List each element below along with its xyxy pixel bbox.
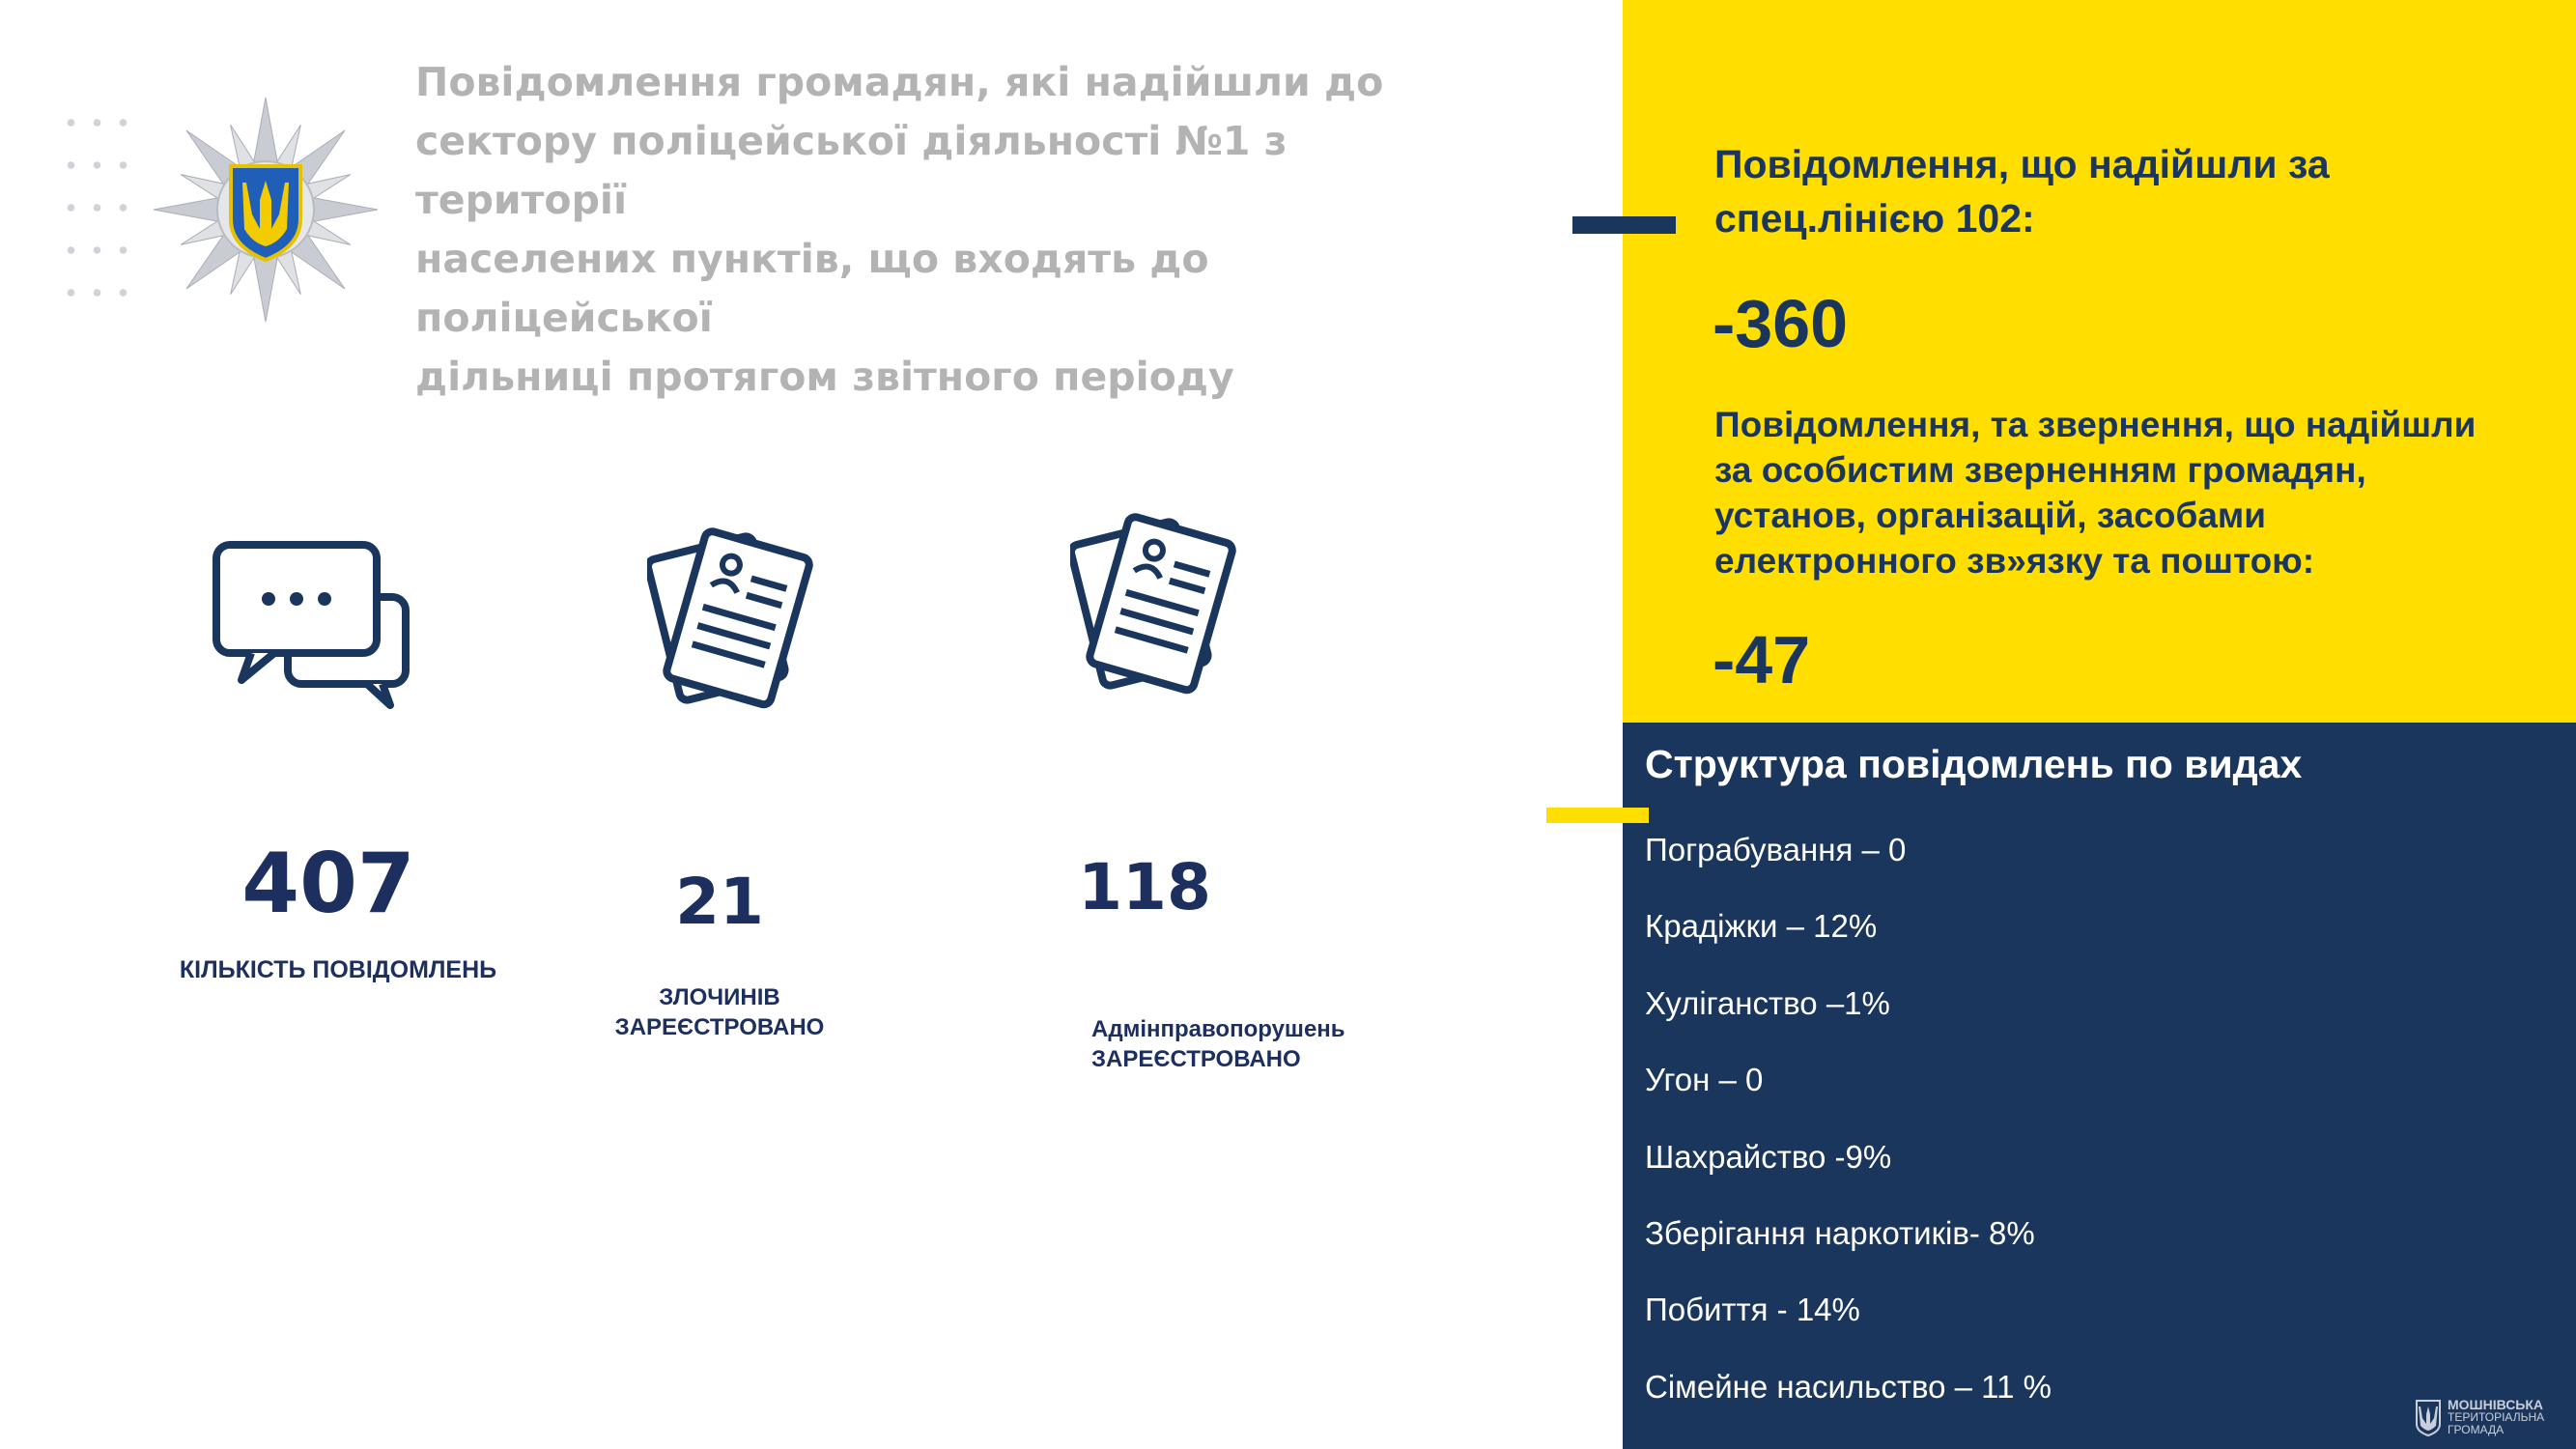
- accent-dash: [1546, 808, 1649, 823]
- crimes-count: 21: [675, 865, 764, 939]
- personal-appeals-value: -47: [1713, 622, 1811, 697]
- decorative-dot-grid: [58, 101, 135, 314]
- violations-count: 118: [1078, 850, 1211, 924]
- structure-list: [1645, 831, 2052, 1444]
- personal-appeals-title: Повідомлення, та звернення, що надійшли за особистим зверненням громадян, установ, організацій, засобами електронного зв»язку та поштою:: [1714, 405, 2477, 581]
- messages-count: 407: [241, 836, 415, 932]
- list-item: Угон – 0: [1645, 1062, 1764, 1098]
- list-item: Крадіжки – 12%: [1645, 908, 1878, 945]
- community-logo: [2415, 1396, 2560, 1439]
- documents-icon: [647, 526, 816, 710]
- messages-count-label: КІЛЬКІСТЬ ПОВІДОМЛЕНЬ: [179, 956, 497, 983]
- police-star-emblem-icon: [150, 97, 382, 324]
- accent-dash: [1572, 216, 1676, 234]
- list-item: Побиття - 14%: [1645, 1292, 1860, 1328]
- hotline-value: -360: [1713, 286, 1849, 361]
- list-item: Зберігання наркотиків- 8%: [1645, 1214, 2035, 1251]
- list-item: Хуліганство –1%: [1645, 984, 1890, 1021]
- list-item: Сімейне насильство – 11 %: [1645, 1368, 2052, 1405]
- violations-count-label: Адмінправопорушень ЗАРЕЄСТРОВАНО: [1091, 1016, 1345, 1072]
- community-name: МОШНІВСЬКА ТЕРИТОРІАЛЬНА ГРОМАДА: [2448, 1397, 2545, 1436]
- trident-icon: [2415, 1399, 2442, 1437]
- documents-icon: [1070, 512, 1239, 696]
- chat-bubbles-icon: [212, 541, 415, 711]
- structure-title: Структура повідомлень по видах: [1645, 742, 2303, 786]
- crimes-count-label: ЗЛОЧИНІВ ЗАРЕЄСТРОВАНО: [614, 984, 825, 1040]
- page-heading: Повідомлення громадян, які надійшли до сектору поліцейської діяльності №1 з території населених пунктів, що входять до поліцейської дільниці протягом звітного періоду: [415, 59, 1384, 400]
- list-item: Пограбування – 0: [1645, 832, 1907, 867]
- hotline-title: Повідомлення, що надійшли за спец.лінією 102:: [1714, 142, 2330, 241]
- list-item: Шахрайство -9%: [1645, 1138, 1892, 1175]
